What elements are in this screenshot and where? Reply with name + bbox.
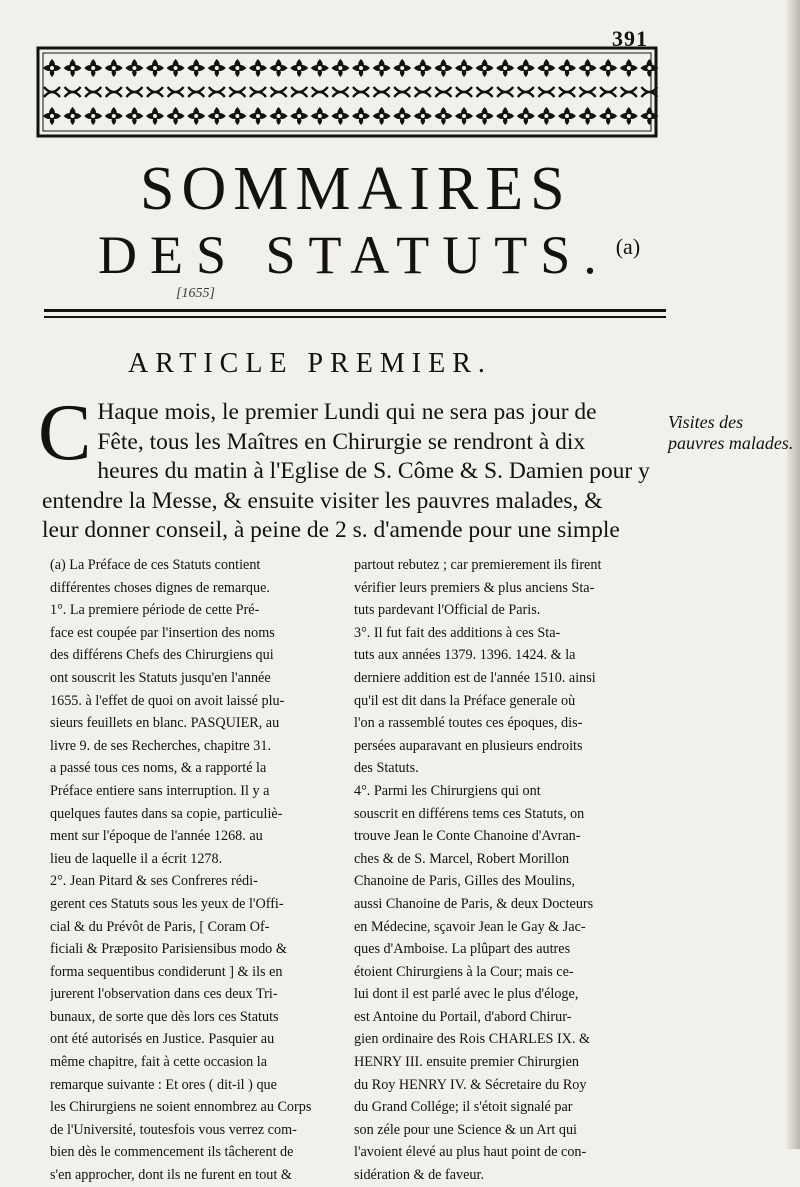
- article-line: leur donner conseil, à peine de 2 s. d'amende pour une simple: [42, 517, 620, 543]
- note-line: trouve Jean le Conte Chanoine d'Avran-: [354, 828, 581, 845]
- note-line: (a) La Préface de ces Statuts contient: [50, 557, 261, 573]
- note-line: lieu de laquelle il a écrit 1278.: [50, 850, 223, 867]
- note-line: du Roy HENRY IV. & Sécretaire du Roy: [354, 1076, 587, 1093]
- note-line: tuts pardevant l'Official de Paris.: [354, 602, 541, 619]
- note-line: gien ordinaire des Rois CHARLES IX. &: [354, 1031, 591, 1048]
- title-footnote-mark: (a): [615, 234, 641, 259]
- note-line: souscrit en différens tems ces Statuts, on: [354, 805, 585, 822]
- note-line: des différens Chefs des Chirurgiens qui: [50, 647, 274, 664]
- notes-left-column: [50, 554, 342, 1187]
- note-line: étoient Chirurgiens à la Cour; mais ce-: [354, 963, 574, 980]
- note-line: de l'Université, toutesfois vous verrez com-: [50, 1121, 297, 1138]
- article-line: Fête, tous les Maîtres en Chirurgie se rendront à dix: [97, 428, 586, 455]
- note-line: remarque suivante : Et ores ( dit-il ) que: [50, 1076, 277, 1093]
- note-line: persées auparavant en plusieurs endroits: [354, 737, 583, 754]
- note-line: est Antoine du Portail, d'abord Chirur-: [354, 1008, 572, 1025]
- note-line: les Chirurgiens ne soient ennombrez au Corps: [50, 1099, 312, 1116]
- note-line: vérifier leurs premiers & plus anciens Sta-: [354, 579, 595, 596]
- article-heading: ARTICLE PREMIER.: [128, 348, 492, 379]
- note-line: en Médecine, sçavoir Jean le Gay & Jac-: [354, 918, 586, 935]
- note-line: forma sequentibus condiderunt ] & ils en: [50, 963, 283, 980]
- note-line: ques d'Amboise. La plûpart des autres: [354, 941, 571, 958]
- note-line: jurerent l'observation dans ces deux Tri-: [50, 986, 278, 1003]
- note-line: 3°. Il fut fait des additions à ces Sta-: [354, 624, 561, 641]
- note-line: derniere addition est de l'année 1510. ainsi: [354, 669, 596, 686]
- article-line: heures du matin à l'Eglise de S. Côme & S. Damien pour y: [97, 458, 650, 484]
- note-line: du Grand Collége; il s'étoit signalé par: [354, 1099, 573, 1116]
- note-line: sieurs feuillets en blanc. PASQUIER, au: [50, 715, 280, 732]
- title-sommaires: SOMMAIRES: [140, 155, 572, 223]
- handwritten-annotation: [1655]: [176, 286, 215, 301]
- note-line: différentes choses dignes de remarque.: [50, 579, 270, 596]
- note-line: aussi Chanoine de Paris, & deux Docteurs: [354, 895, 594, 912]
- note-line: face est coupée par l'insertion des noms: [50, 624, 275, 641]
- notes-right-column: [354, 554, 646, 1187]
- note-line: bunaux, de sorte que dès lors ces Statuts: [50, 1008, 279, 1025]
- article-line: entendre la Messe, & ensuite visiter les pauvres malades, &: [42, 487, 603, 514]
- note-line: cial & du Prévôt de Paris, [ Coram Of-: [50, 918, 270, 935]
- note-line: ont souscrit les Statuts jusqu'en l'année: [50, 669, 271, 686]
- note-line: son zéle pour une Science & un Art qui: [354, 1121, 578, 1138]
- margin-note: Visites des pauvres malades.: [668, 412, 794, 453]
- note-line: ficiali & Præposito Parisiensibus modo &: [50, 941, 287, 958]
- article-line: Haque mois, le premier Lundi qui ne sera pas jour de: [97, 399, 597, 425]
- thick-rule: [44, 309, 666, 312]
- note-line: bien dès le commencement ils tâcherent de: [50, 1144, 294, 1161]
- title-des-statuts-text: DES STATUTS.: [98, 225, 610, 285]
- note-line: ont été autorisés en Justice. Pasquier au: [50, 1031, 275, 1048]
- note-line: lui dont il est parlé avec le plus d'éloge,: [354, 986, 579, 1003]
- note-line: l'avoient élevé au plus haut point de con-: [354, 1144, 587, 1161]
- note-line: gerent ces Statuts sous les yeux de l'Offi-: [50, 895, 284, 912]
- note-line: 1°. La premiere période de cette Pré-: [50, 602, 260, 619]
- page-number: 391: [612, 26, 648, 51]
- note-line: Chanoine de Paris, Gilles des Moulins,: [354, 873, 576, 890]
- note-line: qu'il est dit dans la Préface generale où: [354, 692, 576, 709]
- note-line: ment sur l'époque de l'année 1268. au: [50, 828, 263, 845]
- note-line: l'on a rassemblé toutes ces époques, dis-: [354, 715, 583, 732]
- note-line: même chapitre, fait à cette occasion la: [50, 1054, 268, 1071]
- title-des-statuts: [98, 225, 641, 285]
- note-line: HENRY III. ensuite premier Chirurgien: [354, 1054, 579, 1071]
- note-line: 2°. Jean Pitard & ses Confreres rédi-: [50, 873, 258, 890]
- fleuron-headpiece-ornament: [34, 44, 660, 140]
- drop-capital: C: [38, 389, 92, 477]
- note-line: sidération & de faveur.: [354, 1167, 485, 1184]
- page-edge-shadow: [787, 0, 800, 1149]
- note-line: des Statuts.: [354, 760, 419, 777]
- article-body: [38, 389, 662, 546]
- note-line: quelques fautes dans sa copie, particuliè-: [50, 805, 283, 822]
- note-line: partout rebutez ; car premierement ils firent: [354, 557, 602, 573]
- note-line: 1655. à l'effet de quoi on avoit laissé plu-: [50, 692, 285, 709]
- note-line: a passé tous ces noms, & a rapporté la: [50, 760, 267, 777]
- note-line: ches & de S. Marcel, Robert Morillon: [354, 850, 570, 867]
- note-line: tuts aux années 1379. 1396. 1424. & la: [354, 647, 576, 664]
- thin-rule: [44, 316, 666, 318]
- note-line: livre 9. de ses Recherches, chapitre 31.: [50, 737, 272, 754]
- note-line: 4°. Parmi les Chirurgiens qui ont: [354, 782, 541, 799]
- note-line: s'en approcher, dont ils ne furent en tout &: [50, 1167, 292, 1184]
- note-line: Préface entiere sans interruption. Il y a: [50, 782, 270, 799]
